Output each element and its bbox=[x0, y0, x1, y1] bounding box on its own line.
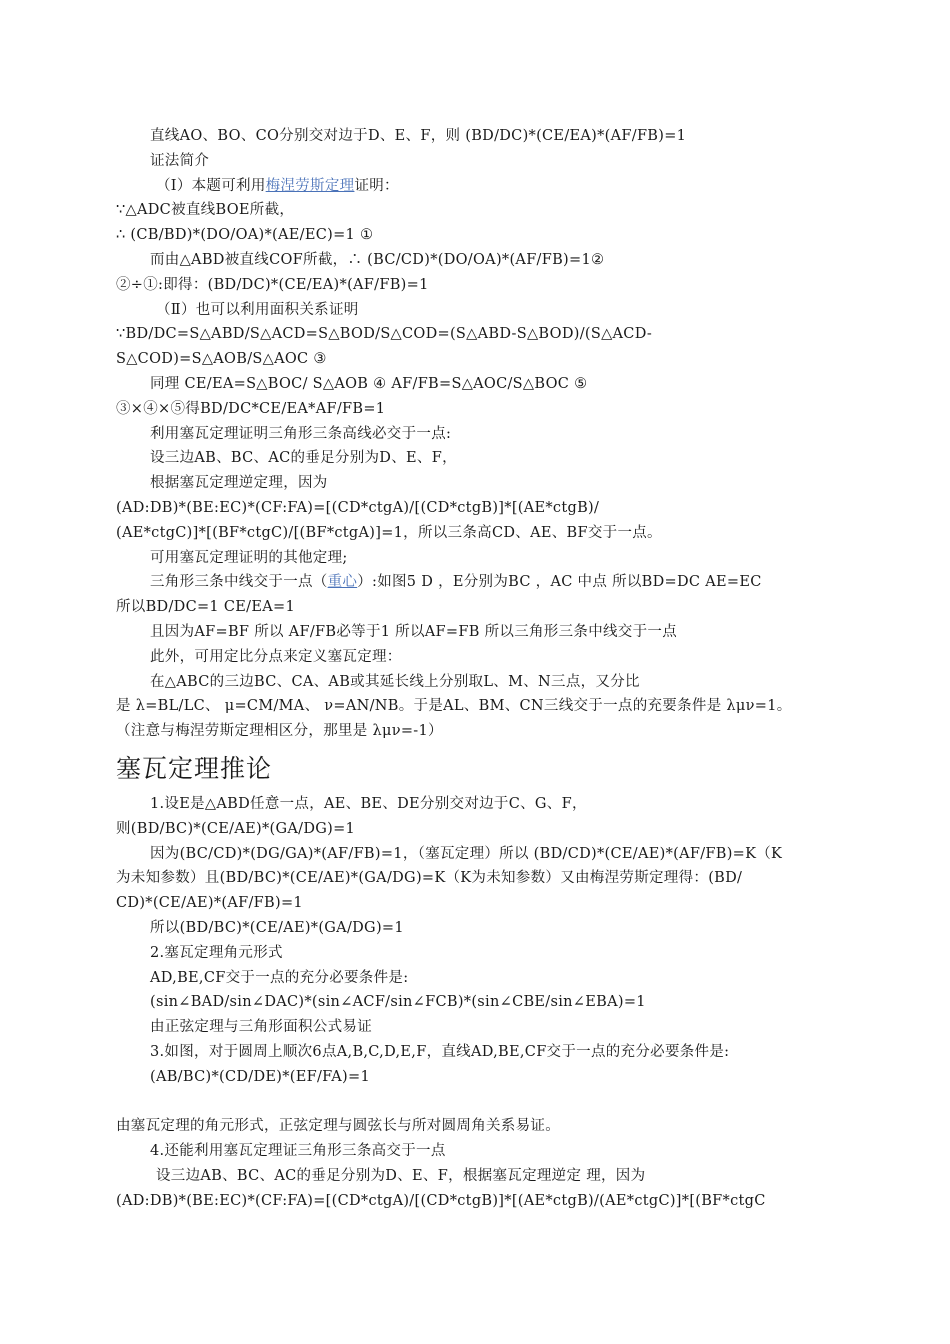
section-heading: 塞瓦定理推论 bbox=[116, 753, 273, 783]
text-line: (AE*ctgC)]*[(BF*ctgC)/[(BF*ctgA)]=1，所以三条高CD、AE、BF交于一点。 bbox=[116, 524, 662, 541]
text-line: 设三边AB、BC、AC的垂足分别为D、E、F，根据塞瓦定理逆定 理，因为 bbox=[156, 1167, 646, 1184]
text-line: 由正弦定理与三角形面积公式易证 bbox=[150, 1019, 372, 1036]
text-line: 所以BD/DC=1 CE/EA=1 bbox=[116, 599, 295, 616]
text-line: (AD:DB)*(BE:EC)*(CF:FA)=[(CD*ctgA)/[(CD*ctgB)]*[(AE*ctgB)/(AE*ctgC)]*[(BF*ctgC bbox=[116, 1192, 766, 1209]
text-line: 4.还能利用塞瓦定理证三角形三条高交于一点 bbox=[150, 1143, 446, 1160]
text-line: ②÷①:即得：(BD/DC)*(CE/EA)*(AF/FB)=1 bbox=[116, 276, 429, 293]
blank-line bbox=[116, 1089, 836, 1114]
text-line: 可用塞瓦定理证明的其他定理; bbox=[150, 549, 348, 566]
text-line: 根据塞瓦定理逆定理，因为 bbox=[150, 475, 328, 492]
text-line: ∵△ADC被直线BOE所截， bbox=[116, 202, 295, 219]
text-line: 3.如图，对于圆周上顺次6点A,B,C,D,E,F，直线AD,BE,CF交于一点的充分必要条件是: bbox=[150, 1043, 730, 1060]
text-line: (AD:DB)*(BE:EC)*(CF:FA)=[(CD*ctgA)/[(CD*ctgB)]*[(AE*ctgB)/ bbox=[116, 499, 600, 516]
text-line: 且因为AF=BF 所以 AF/FB必等于1 所以AF=FB 所以三角形三条中线交于一点 bbox=[150, 623, 677, 640]
text-line: 利用塞瓦定理证明三角形三条高线必交于一点: bbox=[150, 425, 452, 442]
text-line: 是 λ=BL/LC、 μ=CM/MA、 ν=AN/NB。于是AL、BM、CN三线交于一点的充要条件是 λμν=1。 bbox=[116, 698, 792, 715]
text-line: （注意与梅涅劳斯定理相区分，那里是 λμν=-1） bbox=[116, 723, 443, 740]
text-line: ∵BD/DC=S△ABD/S△ACD=S△BOD/S△COD=(S△ABD-S△BOD)/(S△ACD- bbox=[116, 326, 653, 343]
text-line: （Ⅱ）也可以利用面积关系证明 bbox=[156, 301, 359, 318]
text-line: 此外，可用定比分点来定义塞瓦定理： bbox=[150, 648, 402, 665]
text-line: 为未知参数）且(BD/BC)*(CE/AE)*(GA/DG)=K（K为未知参数）又由梅涅劳斯定理得：(BD/ bbox=[116, 870, 743, 887]
text-span: 证明： bbox=[354, 177, 399, 194]
text-span: （Ⅰ）本题可利用 bbox=[156, 177, 266, 194]
text-line: ③×④×⑤得BD/DC*CE/EA*AF/FB=1 bbox=[116, 400, 386, 417]
text-line: 由塞瓦定理的角元形式，正弦定理与圆弦长与所对圆周角关系易证。 bbox=[116, 1118, 560, 1135]
text-line: ∴ (CB/BD)*(DO/OA)*(AE/EC)=1 ① bbox=[116, 227, 374, 244]
text-line: 而由△ABD被直线COF所截，∴ (BC/CD)*(DO/OA)*(AF/FB)=1② bbox=[150, 251, 605, 268]
text-line: 1.设E是△ABD任意一点，AE、BE、DE分别交对边于C、G、F， bbox=[150, 795, 587, 812]
menelaus-theorem-link[interactable]: 梅涅劳斯定理 bbox=[265, 177, 355, 194]
text-line: 则(BD/BC)*(CE/AE)*(GA/DG)=1 bbox=[116, 820, 356, 837]
centroid-link[interactable]: 重心 bbox=[327, 574, 358, 591]
text-line: 直线AO、BO、CO分别交对边于D、E、F，则 (BD/DC)*(CE/EA)*(AF/FB)=1 bbox=[150, 128, 687, 144]
text-line: AD,BE,CF交于一点的充分必要条件是: bbox=[150, 969, 409, 986]
text-line: CD)*(CE/AE)*(AF/FB)=1 bbox=[116, 895, 303, 912]
text-line: 因为(BC/CD)*(DG/GA)*(AF/FB)=1，（塞瓦定理）所以 (BD/CD)*(CE/AE)*(AF/FB)=K（K bbox=[150, 845, 783, 862]
text-line: 同理 CE/EA=S△BOC/ S△AOB ④ AF/FB=S△AOC/S△BOC ⑤ bbox=[150, 375, 588, 392]
document-body bbox=[116, 124, 836, 1213]
text-line: 2.塞瓦定理角元形式 bbox=[150, 944, 283, 961]
text-line: S△COD)=S△AOB/S△AOC ③ bbox=[116, 351, 327, 368]
text-line: 在△ABC的三边BC、CA、AB或其延长线上分别取L、M、N三点，又分比 bbox=[150, 673, 640, 690]
proof-method-1 bbox=[116, 174, 836, 199]
median-theorem-line bbox=[116, 570, 836, 595]
text-span: ）:如图5 D ，E分别为BC ，AC 中点 所以BD=DC AE=EC bbox=[357, 574, 762, 591]
text-span: 三角形三条中线交于一点（ bbox=[150, 574, 328, 591]
text-line: 证法简介 bbox=[150, 152, 210, 169]
text-line: (sin∠BAD/sin∠DAC)*(sin∠ACF/sin∠FCB)*(sin∠CBE/sin∠EBA)=1 bbox=[150, 994, 646, 1011]
text-line: 设三边AB、BC、AC的垂足分别为D、E、F， bbox=[150, 450, 457, 467]
text-line: 所以(BD/BC)*(CE/AE)*(GA/DG)=1 bbox=[150, 919, 404, 936]
text-line: (AB/BC)*(CD/DE)*(EF/FA)=1 bbox=[150, 1068, 370, 1085]
